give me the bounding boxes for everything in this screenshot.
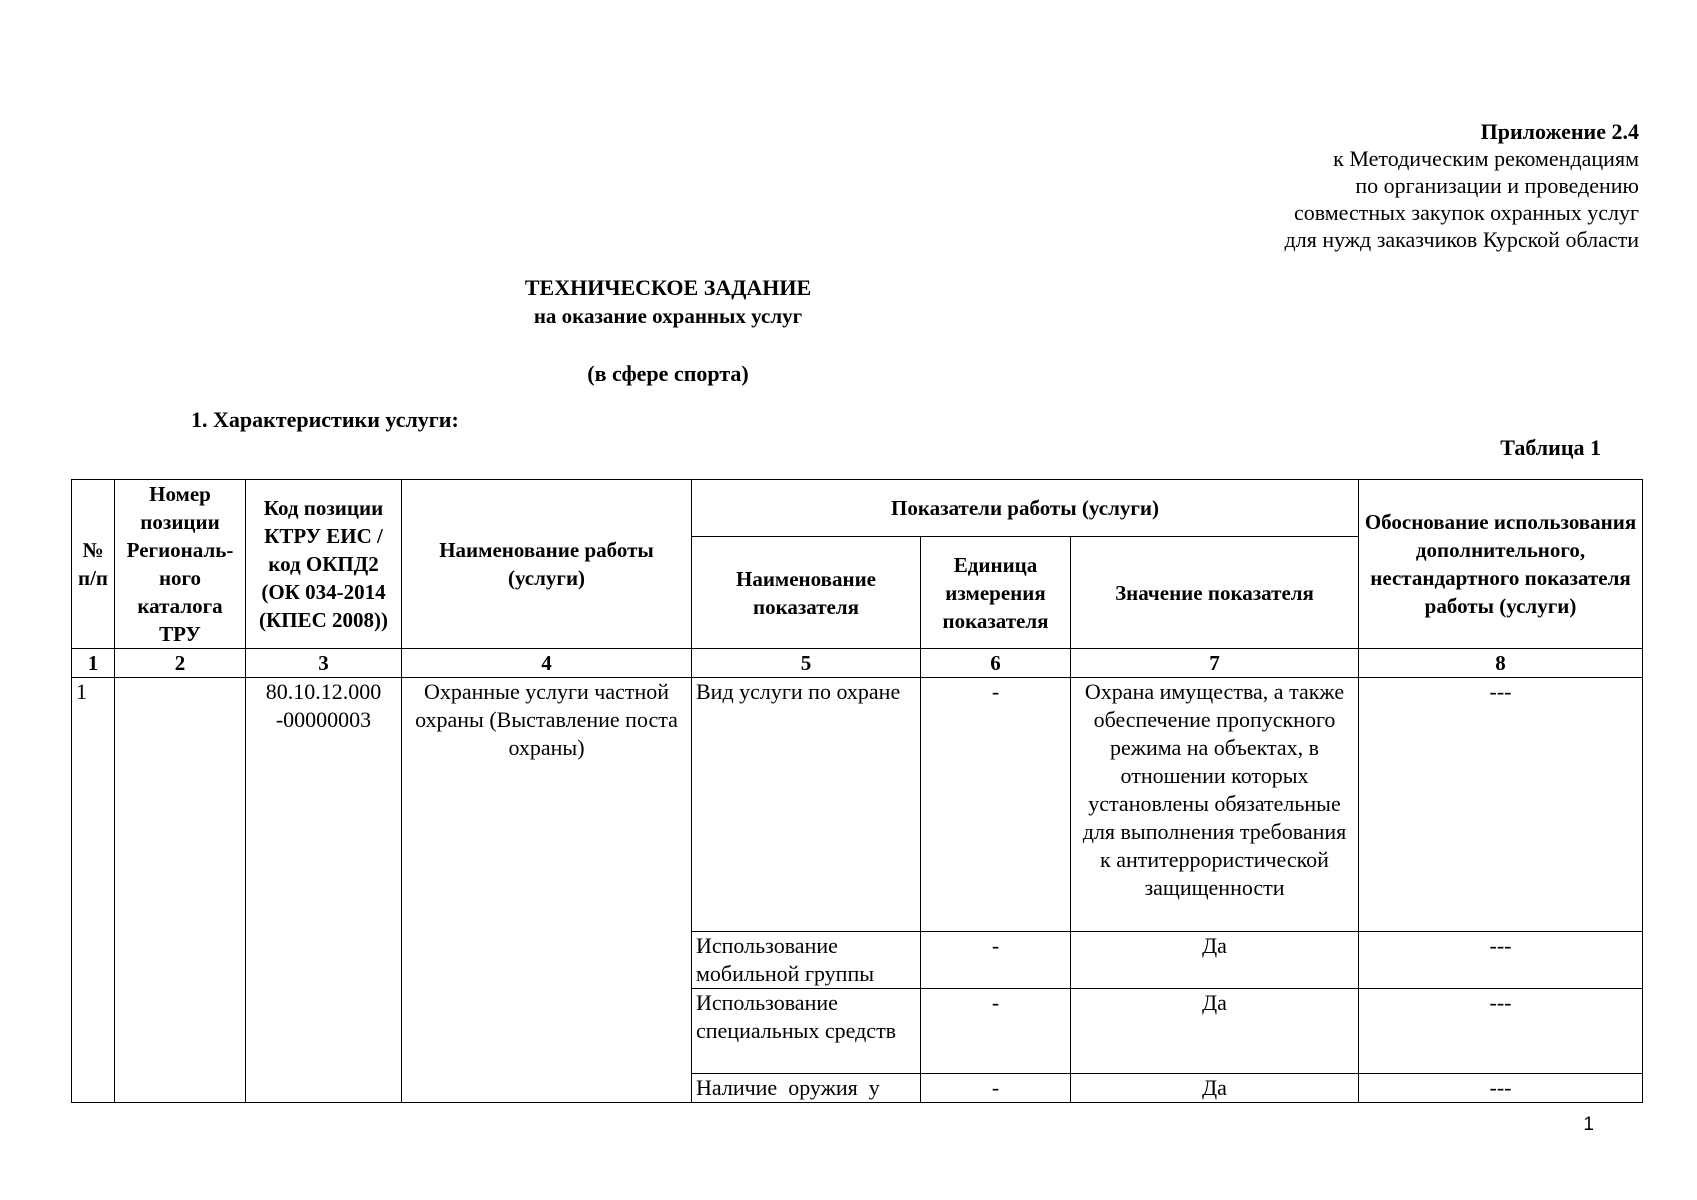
column-number: 4	[402, 649, 692, 678]
appendix-line: к Методическим рекомендациям	[1333, 146, 1639, 171]
appendix-line: для нужд заказчиков Курской области	[1284, 227, 1639, 252]
column-number-row	[72, 649, 1643, 678]
indicator-justification: ---	[1359, 1074, 1643, 1103]
header-indicator-name: Наименование показателя	[692, 537, 921, 649]
column-number: 5	[692, 649, 921, 678]
indicator-value: Охрана имущества, а также обеспечение пропускного режима на объектах, в отношении которых установлены обязательные для выполнения требования к антитеррористической защищенности	[1071, 678, 1359, 932]
header-catalog: Номер позиции Региональ-ного каталога ТРУ	[115, 480, 246, 649]
header-indicators-group: Показатели работы (услуги)	[692, 480, 1359, 537]
indicator-value: Да	[1071, 932, 1359, 989]
indicator-justification: ---	[1359, 932, 1643, 989]
document-title: ТЕХНИЧЕСКОЕ ЗАДАНИЕ	[524, 275, 812, 300]
row-code: 80.10.12.000 -00000003	[246, 678, 402, 1103]
indicator-unit: -	[921, 989, 1071, 1074]
document-title-block	[0, 274, 1336, 388]
header-value: Значение показателя	[1071, 537, 1359, 649]
indicator-value: Да	[1071, 989, 1359, 1074]
column-number: 8	[1359, 649, 1643, 678]
indicator-justification: ---	[1359, 678, 1643, 932]
row-service-name: Охранные услуги частной охраны (Выставление поста охраны)	[402, 678, 692, 1103]
table-row	[72, 678, 1643, 932]
header-num: № п/п	[72, 480, 115, 649]
header-justification: Обоснование использования дополнительного, нестандартного показателя работы (услуги)	[1359, 480, 1643, 649]
indicator-unit: -	[921, 678, 1071, 932]
characteristics-table	[71, 479, 1643, 1103]
indicator-name: Наличие оружия у	[692, 1074, 921, 1103]
appendix-block	[1285, 118, 1639, 253]
table-caption: Таблица 1	[1500, 435, 1601, 460]
column-number: 6	[921, 649, 1071, 678]
header-service-name: Наименование работы (услуги)	[402, 480, 692, 649]
page-number: 1	[1583, 1114, 1594, 1135]
appendix-line: совместных закупок охранных услуг	[1293, 200, 1639, 225]
column-number: 3	[246, 649, 402, 678]
header-code: Код позиции КТРУ ЕИС / код ОКПД2 (ОК 034-2014 (КПЕС 2008))	[246, 480, 402, 649]
header-unit: Единица измерения показателя	[921, 537, 1071, 649]
header-row-top	[72, 480, 1643, 537]
indicator-value: Да	[1071, 1074, 1359, 1103]
indicator-unit: -	[921, 1074, 1071, 1103]
row-catalog	[115, 678, 246, 1103]
indicator-unit: -	[921, 932, 1071, 989]
appendix-line: по организации и проведению	[1355, 173, 1639, 198]
section-heading: 1. Характеристики услуги:	[191, 407, 459, 432]
indicator-name: Вид услуги по охране	[692, 678, 921, 932]
document-sphere: (в сфере спорта)	[587, 361, 749, 386]
appendix-title: Приложение 2.4	[1480, 119, 1639, 144]
column-number: 2	[115, 649, 246, 678]
column-number: 7	[1071, 649, 1359, 678]
indicator-name: Использование специальных средств	[692, 989, 921, 1074]
indicator-justification: ---	[1359, 989, 1643, 1074]
indicator-name: Использование мобильной группы	[692, 932, 921, 989]
column-number: 1	[72, 649, 115, 678]
document-subtitle: на оказание охранных услуг	[533, 304, 803, 328]
row-num: 1	[72, 678, 115, 1103]
